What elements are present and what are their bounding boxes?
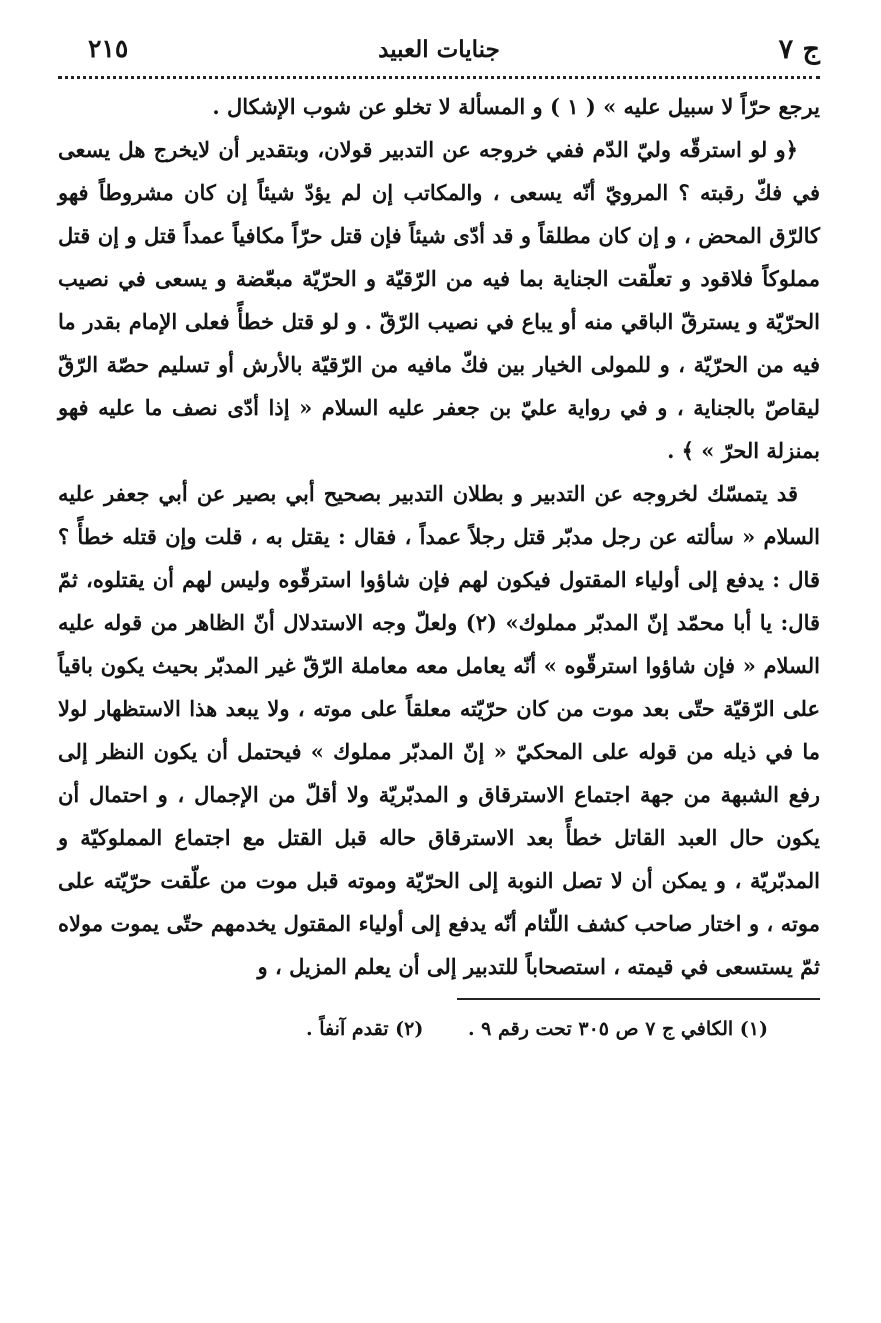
paragraph-commentary: قد يتمسّك لخروجه عن التدبير و بطلان التدبير بصحيح أبي بصير عن أبي جعفر عليه السلام « سألته عن رجل مدبّر قتل رجلاً عمداً ، فقال : يقتل به ، قلت وإن قتله خطأً ؟ قال : يدفع إلى أولياء المقتول فيكون لهم فإن شاؤوا استرقّوه وليس لهم أن يقتلوه، ثمّ قال: يا أبا محمّد إنّ المدبّر مملوك» (٢) ولعلّ وجه الاستدلال أنّ الظاهر من قوله عليه السلام « فإن شاؤوا استرقّوه » أنّه يعامل معه معاملة الرّقّ غير المدبّر بحيث يكون باقياً على الرّقيّة حتّى بعد موت من كان حرّيّته معلقاً على موته ، ولا يبعد هذا الاستظهار لولا ما في ذيله من قوله على المحكيّ « إنّ المدبّر مملوك » فيحتمل أن يكون النظر إلى رفع الشبهة من جهة اجتماع الاسترقاق و المدبّريّة ولا أقلّ من الإجمال ، و احتمال أن يكون حال العبد القاتل خطأً بعد الاسترقاق حاله قبل القتل مع اجتماع المملوكيّة و المدبّريّة ، و يمكن أن لا تصل النوبة إلى الحرّيّة وموته قبل موت من علّقت حرّيّته على موته ، و اختار صاحب كشف اللّثام أنّه يدفع إلى أولياء المقتول يخدمهم حتّى يموت مولاه ثمّ يستسعى في قيمته ، استصحاباً للتدبير إلى أن يعلم المزيل ، و: [58, 481, 821, 979]
header-divider: [58, 76, 820, 79]
footnote-1: (١) الكافي ج ٧ ص ٣٠٥ تحت رقم ٩ .: [467, 1018, 768, 1040]
paragraph-matn: ﴿و لو استرقّه وليّ الدّم ففي خروجه عن التدبير قولان، وبتقدير أن لايخرج هل يسعى في فكّ رقبته ؟ المرويّ أنّه يسعى ، والمكاتب إن لم يؤدّ شيئاً إن كان مشروطاً فهو كالرّق المحض ، و إن كان مطلقاً و قد أدّى شيئاً فإن قتل حرّاً مكافياً عمداً قتل و إن قتل مملوكاً فلاقود و تعلّقت الجناية بما فيه من الرّقيّة و الحرّيّة مبعّضة و يسعى في نصيب الحرّيّة و يسترقّ الباقي منه أو يباع في نصيب الرّقّ . و لو قتل خطأً فعلى الإمام بقدر ما فيه من الحرّيّة ، و للمولى الخيار بين فكّ مافيه من الرّقيّة بالأرش أو تسليم حصّة الرّقّ ليقاصّ بالجناية ، و في رواية عليّ بن جعفر عليه السلام « إذا أدّى نصف ما عليه فهو بمنزلة الحرّ » ﴾ .: [58, 137, 820, 463]
footnote-divider: [457, 998, 820, 1000]
footnotes: [58, 1018, 820, 1040]
running-header: [58, 30, 820, 72]
page-number: ٢١٥: [88, 34, 129, 63]
footnote-2: (٢) تقدم آنفاً .: [306, 1018, 424, 1040]
book-page: [58, 30, 820, 1040]
paragraph-continuation: يرجع حرّاً لا سبيل عليه » ( ١ ) و المسألة لا تخلو عن شوب الإشكال .: [212, 94, 820, 119]
volume-label: ج ٧: [778, 34, 820, 65]
chapter-title: جنايات العبيد: [378, 36, 500, 63]
main-text: [58, 85, 820, 988]
